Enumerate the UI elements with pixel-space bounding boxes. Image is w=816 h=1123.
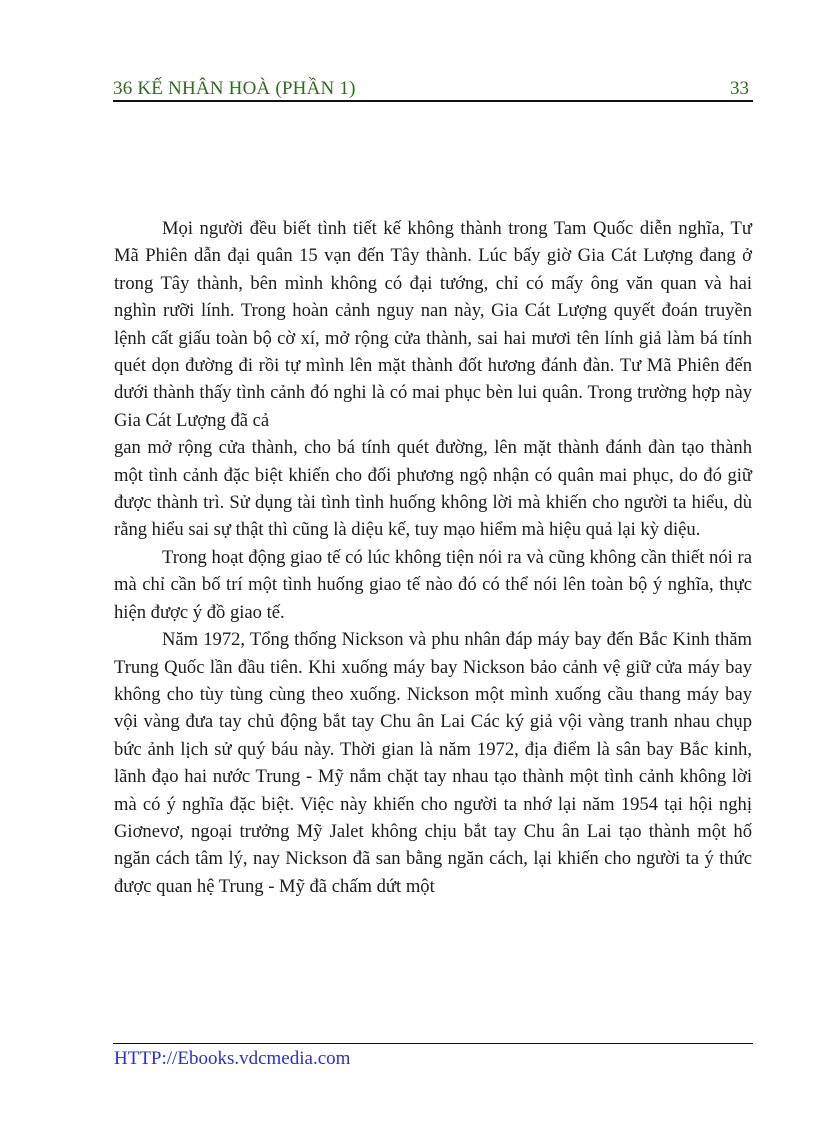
footer-link[interactable]: HTTP://Ebooks.vdcmedia.com bbox=[114, 1048, 351, 1069]
paragraph: Mọi người đều biết tình tiết kế không thành trong Tam Quốc diễn nghĩa, Tư Mã Phiên dẫn đại quân 15 vạn đến Tây thành. Lúc bấy giờ Gia Cát Lượng đang ở trong Tây thành, bên mình không có đại tướng, chỉ có mấy ông văn quan và hai nghìn rưỡi lính. Trong hoàn cảnh nguy nan này, Gia Cát Lượng quyết đoán truyền lệnh cất giấu toàn bộ cờ xí, mở rộng cửa thành, sai hai mươi tên lính giả làm bá tính quét dọn đường đi rồi tự mình lên mặt thành đốt hương đánh đàn. Tư Mã Phiên đến dưới thành thấy tình cảnh đó nghi là có mai phục bèn lui quân. Trong trường hợp này Gia Cát Lượng đã cả bbox=[114, 218, 752, 431]
paragraph: gan mở rộng cửa thành, cho bá tính quét đường, lên mặt thành đánh đàn tạo thành một tình cảnh đặc biệt khiến cho đối phương ngộ nhận có quân mai phục, do đó giữ được thành trì. Sử dụng tài tình tình huống không lời mà khiến cho người ta hiểu, dù rằng hiểu sai sự thật thì cũng là diệu kế, tuy mạo hiểm mà hiệu quả lại kỳ diệu. bbox=[114, 437, 752, 541]
paragraph: Năm 1972, Tổng thống Nickson và phu nhân đáp máy bay đến Bắc Kinh thăm Trung Quốc lần đầu tiên. Khi xuống máy bay Nickson bảo cảnh vệ giữ cửa máy bay không cho tùy tùng cùng theo xuống. Nickson một mình xuống cầu thang máy bay vội vàng đưa tay chủ động bắt tay Chu ân Lai Các ký giả vội vàng tranh nhau chụp bức ảnh lịch sử quý báu này. Thời gian là năm 1972, địa điểm là sân bay Bắc kinh, lãnh đạo hai nước Trung - Mỹ nắm chặt tay nhau tạo thành một tình cảnh không lời mà có ý nghĩa đặc biệt. Việc này khiến cho người ta nhớ lại năm 1954 tại hội nghị Giơnevơ, ngoại trưởng Mỹ Jalet không chịu bắt tay Chu ân Lai tạo thành một hố ngăn cách tâm lý, nay Nickson đã san bằng ngăn cách, lại khiến cho người ta ý thức được quan hệ Trung - Mỹ đã chấm dứt một bbox=[114, 629, 752, 897]
book-title: 36 KẾ NHÂN HOÀ (PHẦN 1) bbox=[113, 78, 356, 99]
footer-divider bbox=[113, 1043, 753, 1044]
page-number: 33 bbox=[730, 78, 749, 99]
header-divider bbox=[113, 100, 753, 102]
body-text bbox=[114, 215, 752, 900]
paragraph: Trong hoạt động giao tế có lúc không tiện nói ra và cũng không cần thiết nói ra mà chỉ cần bố trí một tình huống giao tế nào đó có thể nói lên toàn bộ ý nghĩa, thực hiện được ý đồ giao tế. bbox=[114, 546, 752, 623]
page-header bbox=[113, 76, 753, 100]
